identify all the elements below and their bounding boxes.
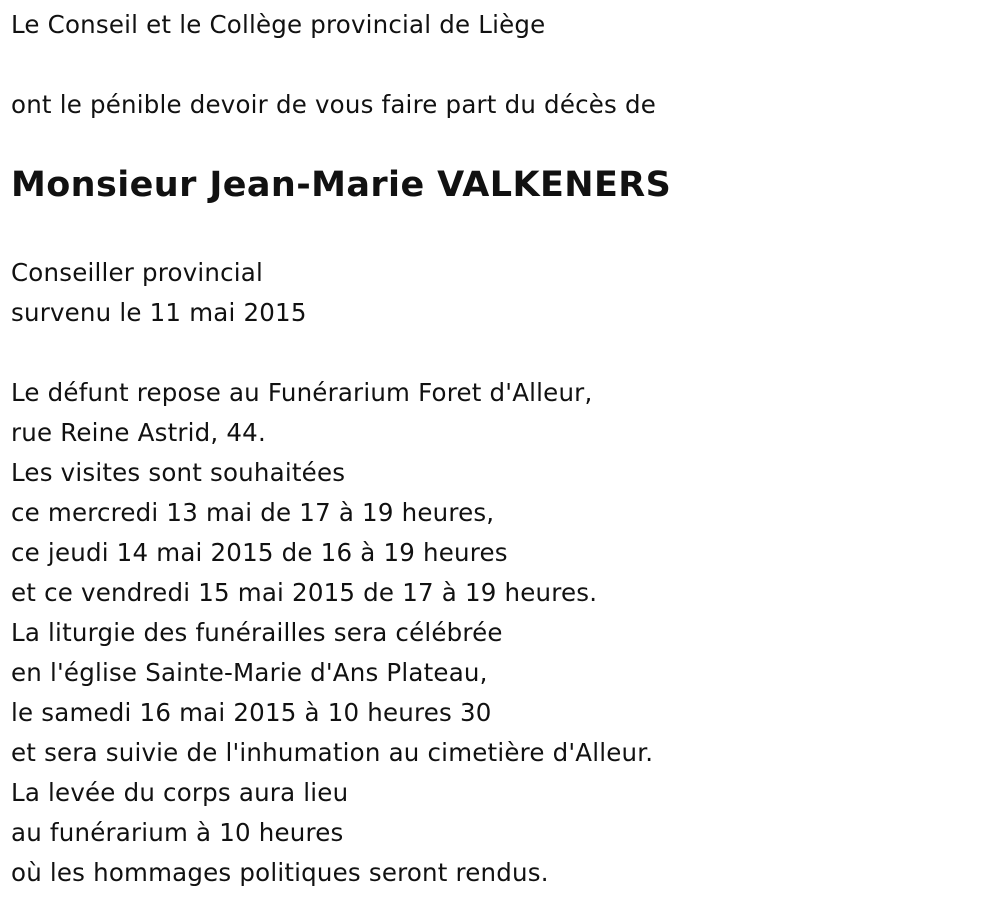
detail-line: Le défunt repose au Funérarium Foret d'Alleur, <box>11 378 593 407</box>
detail-line: au funérarium à 10 heures <box>11 818 344 847</box>
announcement-line: ont le pénible devoir de vous faire part du décès de <box>11 90 657 119</box>
detail-line: le samedi 16 mai 2015 à 10 heures 30 <box>11 698 492 727</box>
detail-line: et ce vendredi 15 mai 2015 de 17 à 19 heures. <box>11 578 598 607</box>
announcer-line: Le Conseil et le Collège provincial de Liège <box>11 10 546 39</box>
detail-line: en l'église Sainte-Marie d'Ans Plateau, <box>11 658 488 687</box>
detail-line: Les visites sont souhaitées <box>11 458 346 487</box>
detail-line: ce jeudi 14 mai 2015 de 16 à 19 heures <box>11 538 508 567</box>
detail-line: ce mercredi 13 mai de 17 à 19 heures, <box>11 498 495 527</box>
detail-line: et sera suivie de l'inhumation au cimetière d'Alleur. <box>11 738 654 767</box>
detail-line: La levée du corps aura lieu <box>11 778 349 807</box>
date-of-death: survenu le 11 mai 2015 <box>11 298 307 327</box>
detail-line: rue Reine Astrid, 44. <box>11 418 266 447</box>
deceased-name: Monsieur Jean-Marie VALKENERS <box>11 165 672 205</box>
detail-line: où les hommages politiques seront rendus. <box>11 858 549 887</box>
detail-line: La liturgie des funérailles sera célébrée <box>11 618 503 647</box>
deceased-title: Conseiller provincial <box>11 258 264 287</box>
